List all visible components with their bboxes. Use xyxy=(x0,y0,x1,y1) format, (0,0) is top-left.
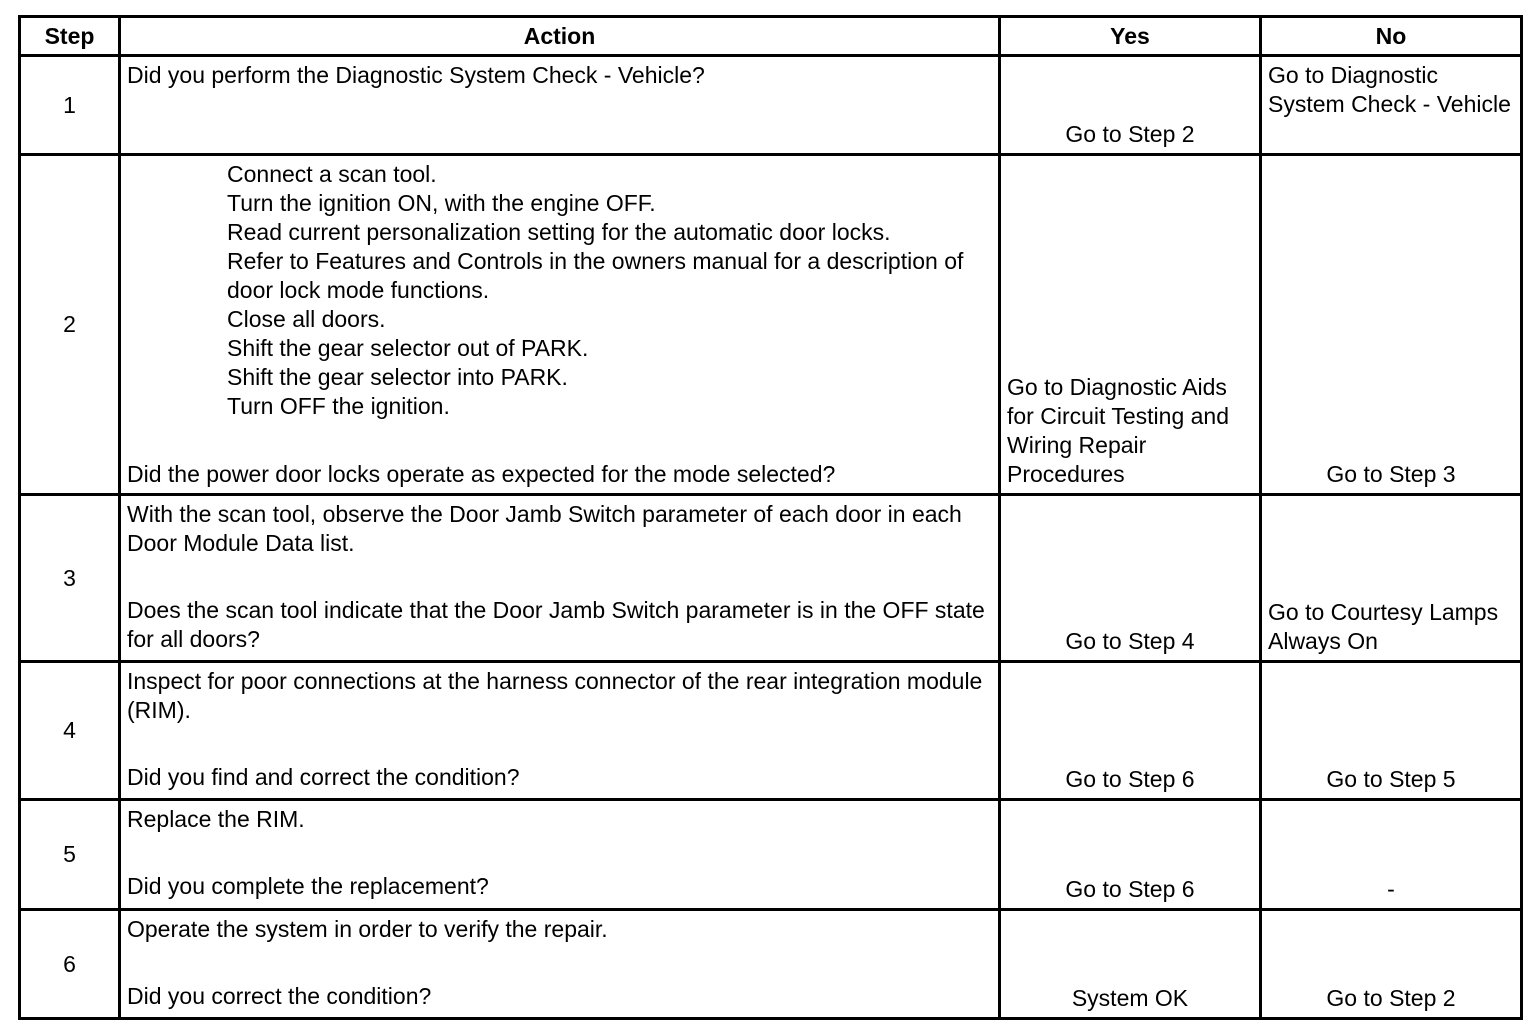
question-text: Did you correct the condition? xyxy=(127,983,432,1009)
action-cell xyxy=(120,910,1000,1019)
yes-cell: Go to Step 6 xyxy=(1000,800,1261,910)
table-row xyxy=(20,800,1522,910)
no-cell: Go to Diagnostic System Check - Vehicle xyxy=(1261,56,1522,155)
step-number: 5 xyxy=(20,800,120,910)
substep: Read current personalization setting for the automatic door locks. xyxy=(227,219,891,245)
substep: Shift the gear selector out of PARK. xyxy=(227,335,589,361)
action-text: With the scan tool, observe the Door Jamb Switch parameter of each door in each Door Module Data list. xyxy=(127,501,962,556)
header-step: Step xyxy=(20,17,120,56)
table-row xyxy=(20,662,1522,800)
question-text: Does the scan tool indicate that the Door Jamb Switch parameter is in the OFF state for all doors? xyxy=(127,597,985,652)
action-text: Operate the system in order to verify the repair. xyxy=(127,916,608,942)
yes-cell: System OK xyxy=(1000,910,1261,1019)
header-no: No xyxy=(1261,17,1522,56)
no-cell: Go to Courtesy Lamps Always On xyxy=(1261,495,1522,662)
substep: Shift the gear selector into PARK. xyxy=(227,364,568,390)
substep: Connect a scan tool. xyxy=(227,161,437,187)
action-cell xyxy=(120,56,1000,155)
no-cell: - xyxy=(1261,800,1522,910)
question-text: Did the power door locks operate as expected for the mode selected? xyxy=(127,461,836,487)
substep: Close all doors. xyxy=(227,306,386,332)
step-number: 1 xyxy=(20,56,120,155)
table-row xyxy=(20,155,1522,495)
action-text: Replace the RIM. xyxy=(127,806,305,832)
no-cell: Go to Step 5 xyxy=(1261,662,1522,800)
action-cell xyxy=(120,495,1000,662)
yes-cell: Go to Step 2 xyxy=(1000,56,1261,155)
header-yes: Yes xyxy=(1000,17,1261,56)
action-text: Did you perform the Diagnostic System Check - Vehicle? xyxy=(127,62,705,88)
action-cell xyxy=(120,155,1000,495)
table-row xyxy=(20,910,1522,1019)
yes-cell: Go to Step 6 xyxy=(1000,662,1261,800)
header-row xyxy=(20,17,1522,56)
diagnostic-table xyxy=(18,15,1523,1020)
table-row xyxy=(20,56,1522,155)
table-row xyxy=(20,495,1522,662)
yes-cell: Go to Step 4 xyxy=(1000,495,1261,662)
step-number: 4 xyxy=(20,662,120,800)
question-text: Did you find and correct the condition? xyxy=(127,764,520,790)
question-text: Did you complete the replacement? xyxy=(127,873,489,899)
substep: Turn OFF the ignition. xyxy=(227,393,450,419)
header-action: Action xyxy=(120,17,1000,56)
yes-cell: Go to Diagnostic Aids for Circuit Testing and Wiring Repair Procedures xyxy=(1000,155,1261,495)
action-text: Inspect for poor connections at the harness connector of the rear integration module (RIM). xyxy=(127,668,983,723)
step-number: 2 xyxy=(20,155,120,495)
action-cell xyxy=(120,662,1000,800)
substep: Turn the ignition ON, with the engine OFF. xyxy=(227,190,656,216)
step-number: 6 xyxy=(20,910,120,1019)
no-cell: Go to Step 3 xyxy=(1261,155,1522,495)
action-cell xyxy=(120,800,1000,910)
substep-list xyxy=(127,160,992,421)
no-cell: Go to Step 2 xyxy=(1261,910,1522,1019)
step-number: 3 xyxy=(20,495,120,662)
substep: Refer to Features and Controls in the owners manual for a description of door lock mode functions. xyxy=(227,248,964,303)
